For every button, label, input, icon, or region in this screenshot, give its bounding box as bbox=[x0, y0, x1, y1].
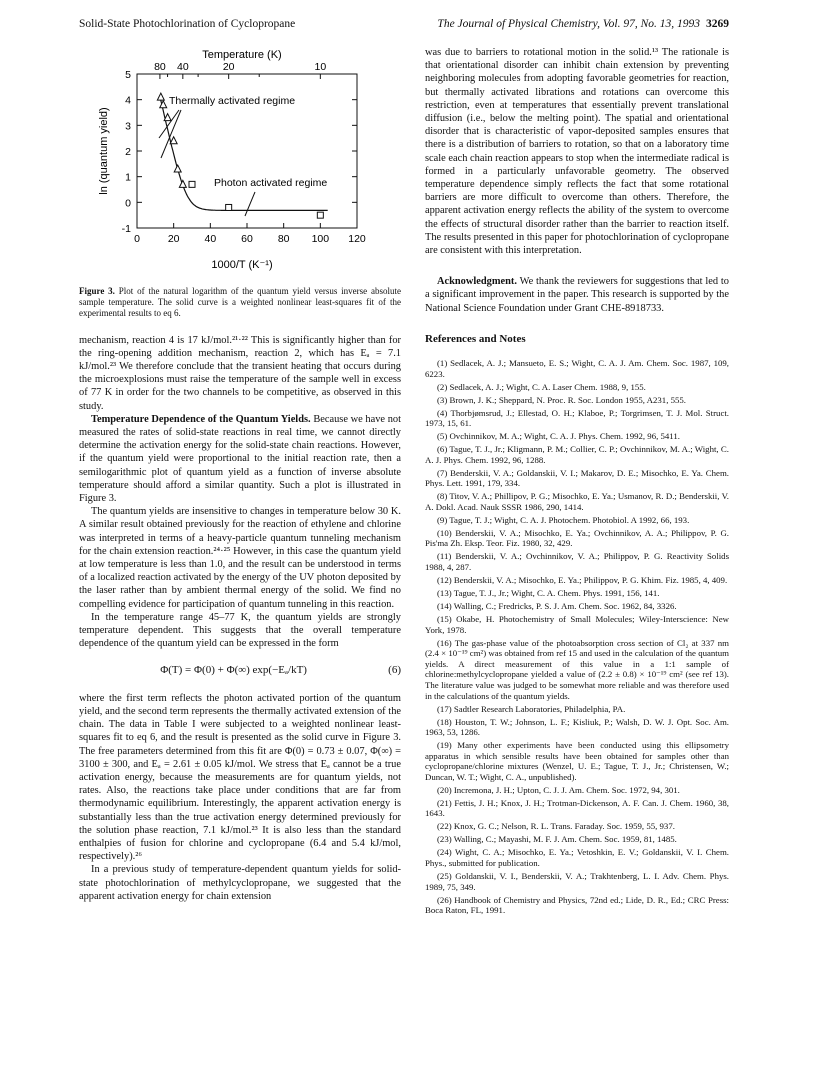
data-point-triangle bbox=[179, 180, 186, 187]
paragraph: The quantum yields are insensitive to changes in temperature below 30 K. A similar result obtained previously for the reaction of ethylene and chlorine was interpreted in terms of a heavy-particle quantum tunneling mechanism for the chain extension reaction.²⁴·²⁵ However, in this case the quantum yield at low temperature is less than 1.0, and the result can be understood in terms of a localized reaction activated by the energy of the UV photon deposited by the laser rather than by ambient thermal energy of the solid. We find no compelling evidence for participation of quantum tunneling in this reaction. bbox=[79, 506, 401, 610]
equation-6 bbox=[79, 664, 401, 677]
paragraph: In the temperature range 45–77 K, the quantum yields are strongly temperature dependent. This suggests that the overall temperature dependence of the quantum yield can be expressed in the form bbox=[79, 611, 401, 650]
data-point-square bbox=[226, 204, 232, 210]
reference-item: (5) Ovchinnikov, M. A.; Wight, C. A. J. Phys. Chem. 1992, 96, 5411. bbox=[437, 431, 680, 442]
reference-item: (2) Sedlacek, A. J.; Wight, C. A. Laser Chem. 1988, 9, 155. bbox=[437, 381, 646, 392]
figure-3-plot bbox=[79, 46, 401, 284]
reference-item: (26) Handbook of Chemistry and Physics, 72nd ed.; Lide, D. R., Ed.; CRC Press: Boca Raton, FL, 1991. bbox=[425, 894, 729, 916]
paragraph: In a previous study of temperature-dependent quantum yields for solid-state photochlorination of methylcyclopropane, we suggested that the apparent activation energy for chain extension bbox=[79, 864, 401, 902]
reference-item: (15) Okabe, H. Photochemistry of Small Molecules; Wiley-Interscience: New York, 1978. bbox=[425, 614, 729, 635]
page-number: 3269 bbox=[706, 18, 729, 30]
right-column bbox=[425, 46, 729, 918]
x-tick-label: 80 bbox=[277, 233, 290, 245]
data-point-triangle bbox=[170, 137, 177, 144]
thermal-arrow-2 bbox=[161, 110, 181, 158]
thermal-regime-annotation: Thermally activated regime bbox=[169, 95, 296, 107]
y-tick-label: -1 bbox=[121, 223, 131, 235]
x-tick-label: 60 bbox=[241, 233, 253, 245]
top-tick-label: 10 bbox=[314, 61, 327, 73]
paragraph: mechanism, reaction 4 is 17 kJ/mol.²¹·²² This is significantly higher than for the ring-opening addition mechanism, reaction 2, which has Eₐ = 7.1 kJ/mol.²³ We therefore conclude that the transient heating that occurs during the microexplosions must raise the temperature of the sample well in excess of 77 K in order for the two channels to be competitive, as observed in this study. bbox=[79, 334, 401, 412]
x-axis-label: 1000/T (K⁻¹) bbox=[211, 259, 273, 271]
reference-item: (9) Tague, T. J.; Wight, C. A. J. Photochem. Photobiol. A 1992, 66, 193. bbox=[437, 514, 690, 525]
reference-item: (16) The gas-phase value of the photoabsorption cross section of Cl₂ at 337 nm (2.4 × 10⁻¹⁹ cm²) was obtained from ref 15 and used in the calculation of the quantum yields. A direct measurement of this value in a 1:1 sample of chlorine:methylcyclopropane yielded a value of (2.2 ± 0.8) × 10⁻¹⁹ cm² (see ref 13). The literature value was judged to be somewhat more reliable and was therefore used in the calculations of the quantum yields. bbox=[425, 637, 729, 701]
equation-expression: Φ(T) = Φ(0) + Φ(∞) exp(−Eₐ/kT) bbox=[160, 664, 307, 677]
y-tick-label: 0 bbox=[125, 197, 131, 210]
reference-item: (11) Benderskii, V. A.; Ovchinnikov, V. A.; Philippov, P. G. Reactivity Solids 1988, 4, 287. bbox=[425, 551, 729, 573]
data-point-triangle bbox=[157, 93, 164, 100]
reference-item: (8) Titov, V. A.; Phillipov, P. G.; Misochko, E. Ya.; Usmanov, R. D.; Benderskii, V. A. Dokl. Acad. Nauk SSSR 1986, 290, 1414. bbox=[425, 491, 729, 512]
figure-3 bbox=[79, 46, 401, 284]
page-header bbox=[79, 18, 729, 34]
photon-regime-annotation: Photon activated regime bbox=[214, 177, 328, 189]
reference-item: (6) Tague, T. J., Jr.; Kligmann, P. M.; Collier, C. P.; Ovchinnikov, M. A.; Wight, C. A. J. Phys. Chem. 1992, 96, 1288. bbox=[425, 444, 729, 465]
acknowledgment bbox=[425, 275, 729, 315]
data-point-triangle bbox=[174, 165, 181, 172]
running-title: Solid-State Photochlorination of Cyclopropane bbox=[79, 18, 296, 30]
reference-item: (14) Walling, C.; Fredricks, P. S. J. Am. Chem. Soc. 1962, 84, 3326. bbox=[437, 601, 677, 612]
data-point-square bbox=[189, 181, 195, 187]
x-tick-label: 20 bbox=[167, 233, 180, 245]
reference-item: (4) Thorbjømsrud, J.; Ellestad, O. H.; Klaboe, P.; Torgrimsen, T. J. Mol. Struct. 1973, 15, 61. bbox=[425, 407, 729, 429]
top-axis-label: Temperature (K) bbox=[202, 49, 282, 61]
y-tick-label: 5 bbox=[125, 69, 131, 81]
paragraph: where the first term reflects the photon activated portion of the quantum yield, and the second term represents the thermally activated extension of the chain. The data in Table I were subjected to a weighted nonlinear least-squares fit to eq 6, and the result is presented as the solid curve in Figure 3. The free parameters determined from this fit are Φ(0) = 0.73 ± 0.07, Φ(∞) = 3100 ± 300, and Eₐ = 2.61 ± 0.05 kJ/mol. We stress that Eₐ cannot be a true activation energy, because the measurements are for quantum yields, not rates. Also, the reactions take place under conditions that are far from thermodynamic equilibrium. Interestingly, the apparent activation energy is substantially less than the true activation energy determined previously for the solution phase reaction, 7.1 kJ/mol.²³ It is also less than the standard enthalpies of fusion for chlorine and cyclopropane (6.4 and 5.4 kJ/mol, respectively).²⁶ bbox=[79, 692, 401, 863]
axis-ticks bbox=[122, 61, 366, 245]
caption-text: Plot of the natural logarithm of the quantum yield versus inverse absolute sample temperature. The solid curve is a weighted nonlinear least-squares fit of the experimental results to eq 6. bbox=[79, 286, 401, 319]
reference-item: (13) Tague, T. J., Jr.; Wight, C. A. Chem. Phys. 1991, 156, 141. bbox=[437, 588, 660, 599]
reference-item: (3) Brown, J. K.; Sheppard, N. Proc. R. Soc. London 1955, A231, 555. bbox=[437, 394, 686, 405]
y-tick-label: 2 bbox=[125, 146, 131, 158]
x-tick-label: 40 bbox=[204, 233, 217, 245]
reference-item: (7) Benderskii, V. A.; Goldanskii, V. I.; Makarov, D. E.; Misochko, E. Ya. Chem. Phys. Lett. 1991, 179, 334. bbox=[425, 467, 729, 489]
top-tick-label: 80 bbox=[154, 61, 166, 73]
acknowledgment-label: Acknowledgment. bbox=[437, 276, 517, 288]
left-column bbox=[79, 46, 401, 903]
journal-name: The Journal of Physical Chemistry, Vol. 97, No. 13, 1993 bbox=[437, 18, 700, 30]
journal-citation bbox=[437, 18, 729, 30]
reference-item: (22) Knox, G. C.; Nelson, R. L. Trans. Faraday. Soc. 1959, 55, 937. bbox=[437, 821, 675, 832]
references-list bbox=[425, 358, 729, 916]
caption-label: Figure 3. bbox=[79, 286, 115, 296]
reference-item: (12) Benderskii, V. A.; Misochko, E. Ya.; Philippov, P. G. Khim. Fiz. 1985, 4, 409. bbox=[437, 575, 728, 586]
photon-arrow bbox=[245, 192, 255, 216]
section-heading: Temperature Dependence of the Quantum Yields. bbox=[91, 413, 311, 425]
top-tick-label: 20 bbox=[222, 61, 235, 73]
references-heading: References and Notes bbox=[425, 332, 526, 345]
reference-item: (18) Houston, T. W.; Johnson, L. F.; Kisliuk, P.; Walsh, D. W. J. Opt. Soc. Am. 1963, 53, 1286. bbox=[425, 716, 729, 738]
top-tick-label: 40 bbox=[176, 61, 189, 73]
figure-caption bbox=[79, 286, 401, 320]
paragraph: was due to barriers to rotational motion in the solid.¹³ The rationale is that orientational disorder can inhibit chain extension by preventing neighboring molecules from adopting favorable geometries for reaction, but thermally activated librations and rotations can overcome this restriction, even at temperatures that essentially prevent translational diffusion (i.e., below the melting point). The spatial and orientational disorder that is characteristic of vapor-deposited samples ensures that there is a distribution of barriers to rotation, so that on a laboratory time scale each chain reaction appears to stop when the intermediate radical is formed in a particularly unfavorable geometry. The observed temperature dependence simply reflects the fact that some rotational barriers are more difficult to overcome than others. Therefore, the apparent activation energy reflects the ability of the system to overcome the effects of structural disorder rather than the barrier to reaction itself. The results presented in this paper for photochlorination of cyclopropane are consistent with this interpretation. bbox=[425, 47, 729, 257]
y-tick-label: 4 bbox=[125, 94, 131, 107]
reference-item: (21) Fettis, J. H.; Knox, J. H.; Trotman-Dickenson, A. F. Can. J. Chem. 1960, 38, 1643. bbox=[425, 797, 729, 819]
reference-item: (19) Many other experiments have been conducted using this ellipsometry apparatus in which sensible results have been obtained for samples other than cyclopropane/chlorine mixtures (Wenzel, U. E.; Tague, T. J., Jr.; Christensen, W.; Duncan, W. T.; Wight, C. A., unpublished). bbox=[425, 740, 729, 782]
y-axis-label: ln (quantum yield) bbox=[98, 107, 110, 195]
data-point-square bbox=[317, 212, 323, 218]
reference-item: (25) Goldanskii, V. I., Benderskii, V. A.; Trakhtenberg, L. I. Adv. Chem. Phys. 1989, 75, 349. bbox=[425, 870, 729, 892]
reference-item: (23) Walling, C.; Mayashi, M. F. J. Am. Chem. Soc. 1959, 81, 1485. bbox=[437, 834, 677, 845]
y-tick-label: 3 bbox=[125, 120, 131, 133]
x-tick-label: 100 bbox=[311, 233, 330, 245]
fit-curve bbox=[160, 96, 328, 210]
reference-item: (17) Sadtler Research Laboratories, Philadelphia, PA. bbox=[437, 703, 626, 714]
reference-item: (20) Incremona, J. H.; Upton, C. J. J. Am. Chem. Soc. 1972, 94, 301. bbox=[437, 784, 680, 795]
reference-item: (10) Benderskii, V. A.; Misochko, E. Ya.; Ovchinnikov, A. A.; Philippov, P. G. Pis'ma Zh. Eksp. Teor. Fiz. 1980, 32, 429. bbox=[425, 527, 729, 549]
reference-item: (24) Wight, C. A.; Misochko, E. Ya.; Vetoshkin, E. V.; Goldanskii, V. I. Chem. Phys., submitted for publication. bbox=[425, 847, 729, 868]
x-tick-label: 120 bbox=[348, 233, 366, 245]
data-points bbox=[157, 93, 323, 218]
reference-item: (1) Sedlacek, A. J.; Mansueto, E. S.; Wight, C. A. J. Am. Chem. Soc. 1987, 109, 6223. bbox=[425, 358, 729, 379]
paragraph bbox=[79, 413, 401, 505]
x-tick-label: 0 bbox=[134, 233, 140, 245]
acknowledgment-text: We thank the reviewers for suggestions that led to a significant improvement in the paper. This research is supported by the National Science Foundation under Grant CHE-8918733. bbox=[425, 276, 729, 314]
y-tick-label: 1 bbox=[125, 171, 131, 184]
equation-number: (6) bbox=[388, 664, 401, 677]
paragraph-text: Because we have not measured the rates of solid-state reactions in real time, we cannot directly determine the activation energy for the solid-state chain reactions. However, if the quantum yield were proportional to the initial reaction rate, then a semilogarithmic plot of quantum yield as a function of inverse absolute temperature should afford a similar quantity. Such a plot is illustrated in Figure 3. bbox=[79, 413, 402, 505]
